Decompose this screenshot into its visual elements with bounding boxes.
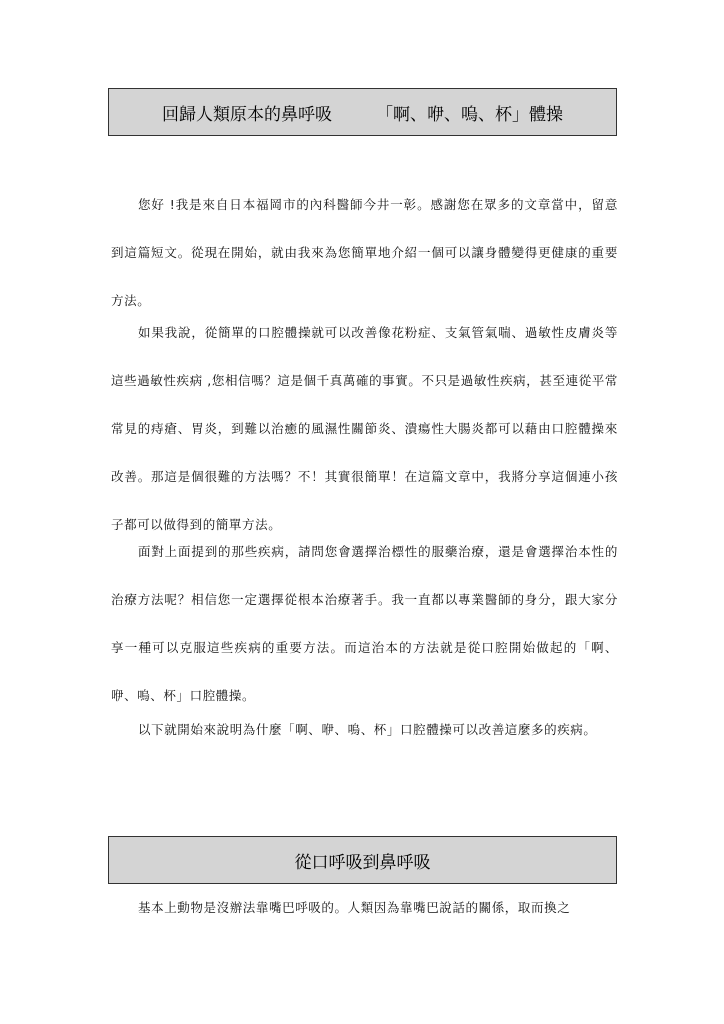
explanation-paragraph: 以下就開始來說明為什麼「啊、咿、嗚、杯」口腔體操可以改善這麼多的疾病。	[138, 722, 597, 737]
intro-paragraph: 您好 !我是來自日本福岡市的內科醫師今井一彰。感謝您在眾多的文章當中，留意到這篇短文。從現在開始，就由我來為您簡單地介紹一個可以讓身體變得更健康的重要方法。	[111, 197, 618, 308]
allergy-paragraph: 如果我說，從簡單的口腔體操就可以改善像花粉症、支氣管氣喘、過敏性皮膚炎等這些過敏性疾病 ,您相信嗎？這是個千真萬確的事實。不只是過敏性疾病，甚至連從平常常見的痔瘡、胃炎，到難以治癒的風濕性關節炎、潰瘍性大腸炎都可以藉由口腔體操來改善。那這是個很難的方法嗎？不！其實很簡單！在這篇文章中，我將分享這個連小孩子都可以做得到的簡單方法。	[111, 325, 618, 532]
heading-2-title: 從口呼吸到鼻呼吸	[294, 852, 431, 873]
heading-1-subtitle: 「啊、咿、嗚、杯」體操	[376, 104, 563, 125]
heading-1-title: 回歸人類原本的鼻呼吸	[162, 104, 332, 125]
breathing-paragraph: 基本上動物是沒辦法靠嘴巴呼吸的。人類因為靠嘴巴說話的關係，取而換之	[138, 900, 571, 915]
treatment-paragraph: 面對上面提到的那些疾病，請問您會選擇治標性的服藥治療，還是會選擇治本性的治療方法呢？相信您一定選擇從根本治療著手。我一直都以專業醫師的身分，跟大家分享一種可以克服這些疾病的重要方法。而這治本的方法就是從口腔開始做起的「啊、咿、嗚、杯」口腔體操。	[111, 544, 618, 703]
section-heading-1	[108, 88, 617, 136]
section-heading-2	[108, 836, 617, 884]
